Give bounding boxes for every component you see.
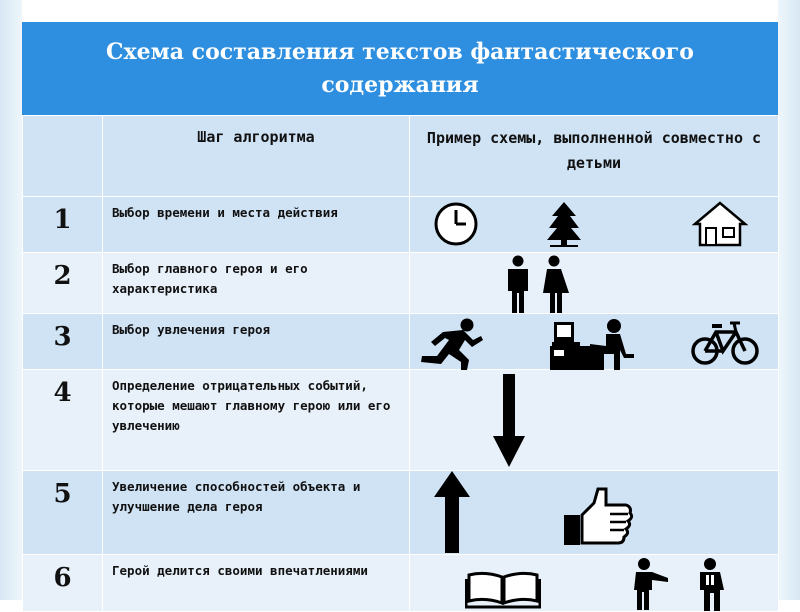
row-step: Выбор увлечения героя xyxy=(103,314,410,370)
table-row xyxy=(23,471,779,555)
table-header-row xyxy=(23,116,779,197)
thumbs-up-icon xyxy=(560,485,636,549)
table-row xyxy=(23,197,779,253)
row-example xyxy=(410,471,779,555)
row-number: 1 xyxy=(23,197,103,253)
background-right xyxy=(778,0,800,600)
slide-title: Схема составления текстов фантастического содержания xyxy=(106,38,694,98)
speaking-man-icon xyxy=(630,557,674,611)
row-step: Увеличение способностей объекта и улучшение дела героя xyxy=(103,471,410,555)
row-example xyxy=(410,253,779,314)
arrow-up-icon xyxy=(432,471,472,553)
slide xyxy=(22,22,778,600)
header-example: Пример схемы, выполненной совместно с детьми xyxy=(410,116,779,197)
man-icon xyxy=(502,255,534,313)
row-number: 6 xyxy=(23,555,103,612)
background-left xyxy=(0,0,22,600)
row-number: 2 xyxy=(23,253,103,314)
bicycle-icon xyxy=(690,318,760,368)
row-number: 3 xyxy=(23,314,103,370)
row-example xyxy=(410,314,779,370)
table-row xyxy=(23,370,779,471)
row-example xyxy=(410,370,779,471)
header-step: Шаг алгоритма xyxy=(103,116,410,197)
header-num xyxy=(23,116,103,197)
person-at-desk-icon xyxy=(548,316,636,372)
table-row xyxy=(23,555,779,612)
tree-icon xyxy=(544,200,584,248)
clock-icon xyxy=(432,202,480,246)
house-icon xyxy=(692,200,748,248)
table-row xyxy=(23,314,779,370)
row-number: 4 xyxy=(23,370,103,471)
arrow-down-icon xyxy=(492,374,526,468)
businessman-icon xyxy=(692,557,728,611)
row-step: Определение отрицательных событий, которые мешают главному герою или его увлечению xyxy=(103,370,410,471)
row-step: Выбор главного героя и его характеристика xyxy=(103,253,410,314)
title-bar xyxy=(22,22,778,115)
row-example xyxy=(410,197,779,253)
open-book-icon xyxy=(465,569,541,609)
algorithm-table xyxy=(22,115,779,612)
row-step: Выбор времени и места действия xyxy=(103,197,410,253)
woman-icon xyxy=(536,255,572,313)
table-row xyxy=(23,253,779,314)
row-example xyxy=(410,555,779,612)
row-number: 5 xyxy=(23,471,103,555)
running-man-icon xyxy=(415,316,485,372)
row-step: Герой делится своими впечатлениями xyxy=(103,555,410,612)
